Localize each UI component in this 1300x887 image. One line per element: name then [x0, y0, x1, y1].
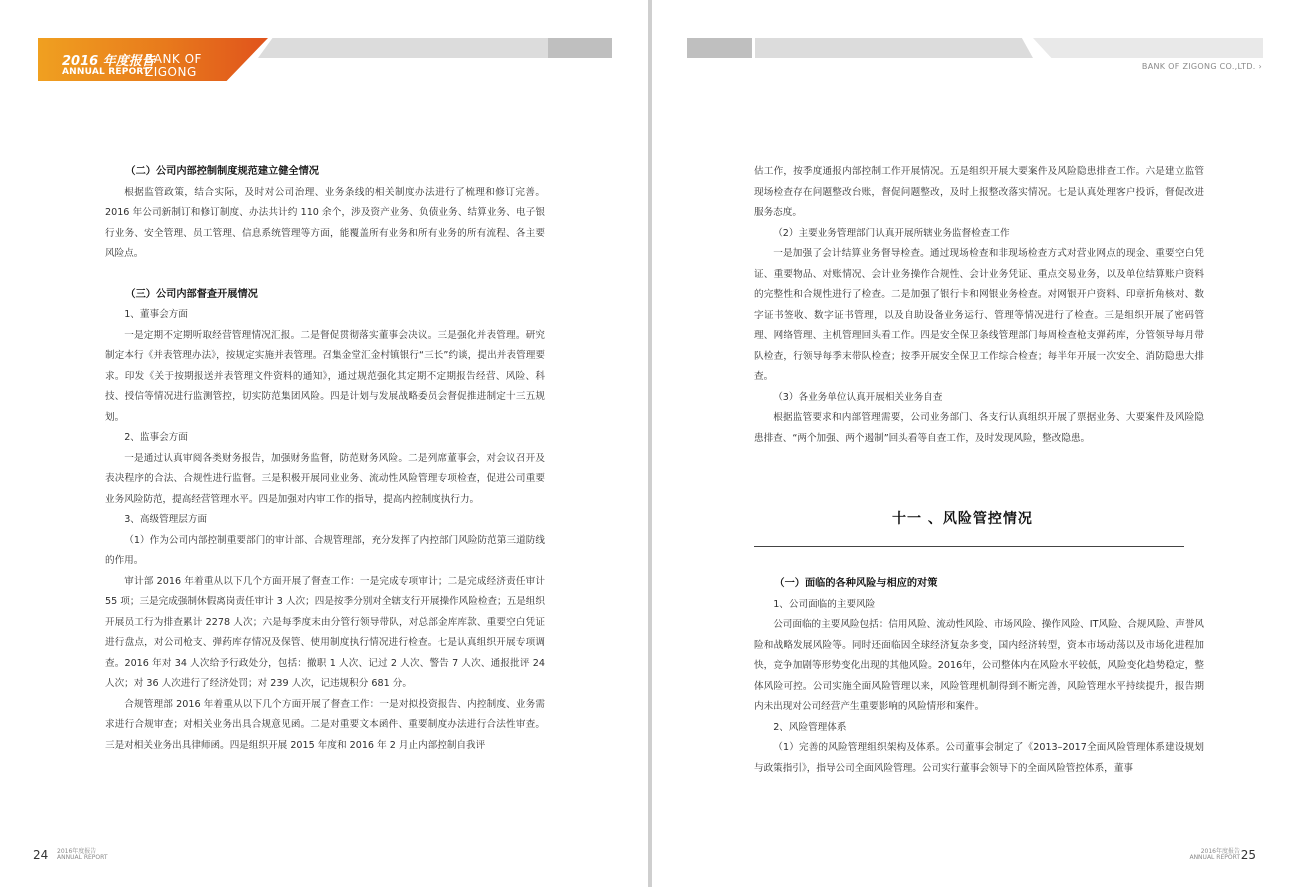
- subheading: 2、风险管理体系: [773, 721, 847, 733]
- section-title: （二）公司内部控制制度规范建立健全情况: [125, 166, 319, 177]
- page-number-right: 25: [1240, 848, 1256, 862]
- chapter-title: 十一 、风险管控情况: [892, 511, 1033, 527]
- paragraph: 公司面临的主要风险包括：信用风险、流动性风险、市场风险、操作风险、IT风险、合规风险、声誉风险和战略发展风险等。同时还面临因全球经济复杂多变，国内经济转型，资本市场动荡以及市场化进程加快，竞争加剧等形势变化出现的其他风险。2016年，公司整体内在风险水平较低，风险变化趋势稳定，整体风险可控。公司实施全面风险管理以来，风险管理机制得到不断完善，风险管理水平持续提升，报告期内未出现对公司经营产生重要影响的风险情形和案件。: [754, 619, 1205, 712]
- header-gray-block: [548, 38, 612, 58]
- section-title: （三）公司内部督查开展情况: [125, 288, 258, 300]
- right-page: [652, 0, 1300, 887]
- chapter-divider: [754, 546, 1184, 547]
- paragraph: 合规管理部 2016 年着重从以下几个方面开展了督查工作：一是对拟投资报告、内控制度、业务需求进行合规审查；对相关业务出具合规意见函。二是对重要文本函件、重要制度办法进行合法性审查。三是对相关业务出具律师函。四是组织开展 2015 年度和 2016 年 2 月止内部控制自我评: [105, 698, 545, 751]
- header-gray-block: [687, 38, 752, 58]
- subheading: 2、监事会方面: [124, 432, 188, 443]
- paragraph: 估工作，按季度通报内部控制工作开展情况。五是组织开展大要案件及风险隐患排查工作。六是建立监管现场检查存在问题整改台账，督促问题整改，及时上报整改落实情况。七是认真处理客户投诉，督促改进服务态度。: [754, 166, 1204, 218]
- paragraph: 一是加强了会计结算业务督导检查。通过现场检查和非现场检查方式对营业网点的现金、重要空白凭证、重要物品、对账情况、会计业务操作合规性、会计业务凭证、重点交易业务，以及单位结算账户资料的完整性和合规性进行了检查。二是加强了银行卡和网银业务检查。对网银开户资料、印章折角核对、数字证书签收、数字证书管理，以及自助设备业务运行、管理等情况进行了检查。三是组织开展了密码管理、网络管理、主机管理回头看工作。四是安全保卫条线管理部门每周检查枪支弹药库，分管领导每月带队检查，行领导每季末带队检查；按季开展安全保卫工作综合检查；每半年开展一次安全、消防隐患大排查。: [754, 248, 1204, 382]
- paragraph: （1）完善的风险管理组织架构及体系。公司董事会制定了《2013–2017全面风险管理体系建设规划与政策指引》，指导公司全面风险管理。公司实行董事会领导下的全面风险管控体系，董事: [754, 742, 1204, 774]
- section-title: （一）面临的各种风险与相应的对策: [774, 578, 938, 589]
- paragraph: （1）作为公司内部控制重要部门的审计部、合规管理部，充分发挥了内控部门风险防范第三道防线的作用。: [105, 534, 545, 566]
- paragraph: 一是通过认真审阅各类财务报告，加强财务监督，防范财务风险。二是列席董事会，对会议召开及表决程序的合法、合规性进行监督。三是积极开展同业业务、流动性风险管理专项检查，促进公司重要业务风险防范，提高经营管理水平。四是加强对内审工作的指导，提高内控制度执行力。: [105, 452, 545, 505]
- header-light-bar: [1033, 38, 1263, 58]
- footer-logo-year: 2016年度报告: [57, 848, 97, 855]
- subheading: 1、公司面临的主要风险: [773, 598, 876, 610]
- header-annual-report: ANNUAL REPORT: [62, 67, 150, 77]
- subheading: 3、高级管理层方面: [124, 514, 208, 525]
- footer-logo-left: [57, 849, 108, 861]
- footer-logo-text: ANNUAL REPORT: [57, 854, 108, 861]
- paragraph: 根据监管政策，结合实际，及时对公司治理、业务条线的相关制度办法进行了梳理和修订完善。2016 年公司新制订和修订制度、办法共计约 110 余个，涉及资产业务、负债业务、结算业务、电子银行业务、安全管理、员工管理、信息系统管理等方面，能覆盖所有业务和所有业务的所有流程、各主要风险点。: [105, 186, 545, 259]
- header-year-title: 2016 年度报告: [62, 54, 155, 69]
- paragraph: 一是定期不定期听取经营管理情况汇报。二是督促贯彻落实董事会决议。三是强化并表管理。研究制定本行《并表管理办法》，按规定实施并表管理。召集金堂汇金村镇银行“三长”约谈，提出并表管理要求。印发《关于按期报送并表管理文件资料的通知》，通过规范强化其定期不定期报告经营、风险、科技、授信等情况进行监测管控，切实防范集团风险。四是计划与发展战略委员会督促推进制定十三五规划。: [105, 329, 545, 423]
- left-body-text: [105, 162, 545, 756]
- paragraph: 根据监管要求和内部管理需要，公司业务部门、各支行认真组织开展了票据业务、大要案件及风险隐患排查、“两个加强、两个遏制”回头看等自查工作，及时发现风险，整改隐患。: [754, 412, 1204, 444]
- header-bank-line1: BANK OF: [145, 52, 202, 66]
- footer-logo-year: 2016年度报告: [1200, 848, 1240, 855]
- right-body-text-2: [754, 574, 1204, 779]
- left-page: [0, 0, 648, 887]
- subheading: 1、董事会方面: [124, 309, 188, 320]
- page-number-left: 24: [33, 848, 49, 862]
- header-gray-bar: [755, 38, 1033, 58]
- footer-logo-text: ANNUAL REPORT: [1189, 854, 1240, 861]
- paragraph: 审计部 2016 年着重从以下几个方面开展了督查工作：一是完成专项审计；二是完成经济责任审计 55 项；三是完成强制休假离岗责任审计 3 人次；四是按季分别对全辖支行开展操作风险检查；五是组织开展员工行为排查累计 2278 人次；六是每季度末由分管行领导带队，对总部金库库款、重要空白凭证进行盘点，对公司枪支、弹药库存情况及保管、使用制度执行情况进行检查。七是认真组织开展专项调查。2016 年对 34 人次给予行政处分，包括：撤职 1 人次、记过 2 人次、警告 7 人次、通报批评 24 人次；对 36 人次进行了经济处罚；对 239 人次，记违规积分 681 分。: [105, 575, 545, 689]
- header-bank-line2: ZIGONG: [145, 65, 197, 79]
- header-gray-bar: [258, 38, 548, 58]
- header-company-caption: BANK OF ZIGONG CO.,LTD. ›: [1141, 62, 1262, 71]
- footer-logo-right: [1189, 849, 1240, 861]
- subheading: （3）各业务单位认真开展相关业务自查: [773, 391, 943, 403]
- right-body-text: [754, 162, 1204, 449]
- subheading: （2）主要业务管理部门认真开展所辖业务监督检查工作: [773, 227, 1010, 239]
